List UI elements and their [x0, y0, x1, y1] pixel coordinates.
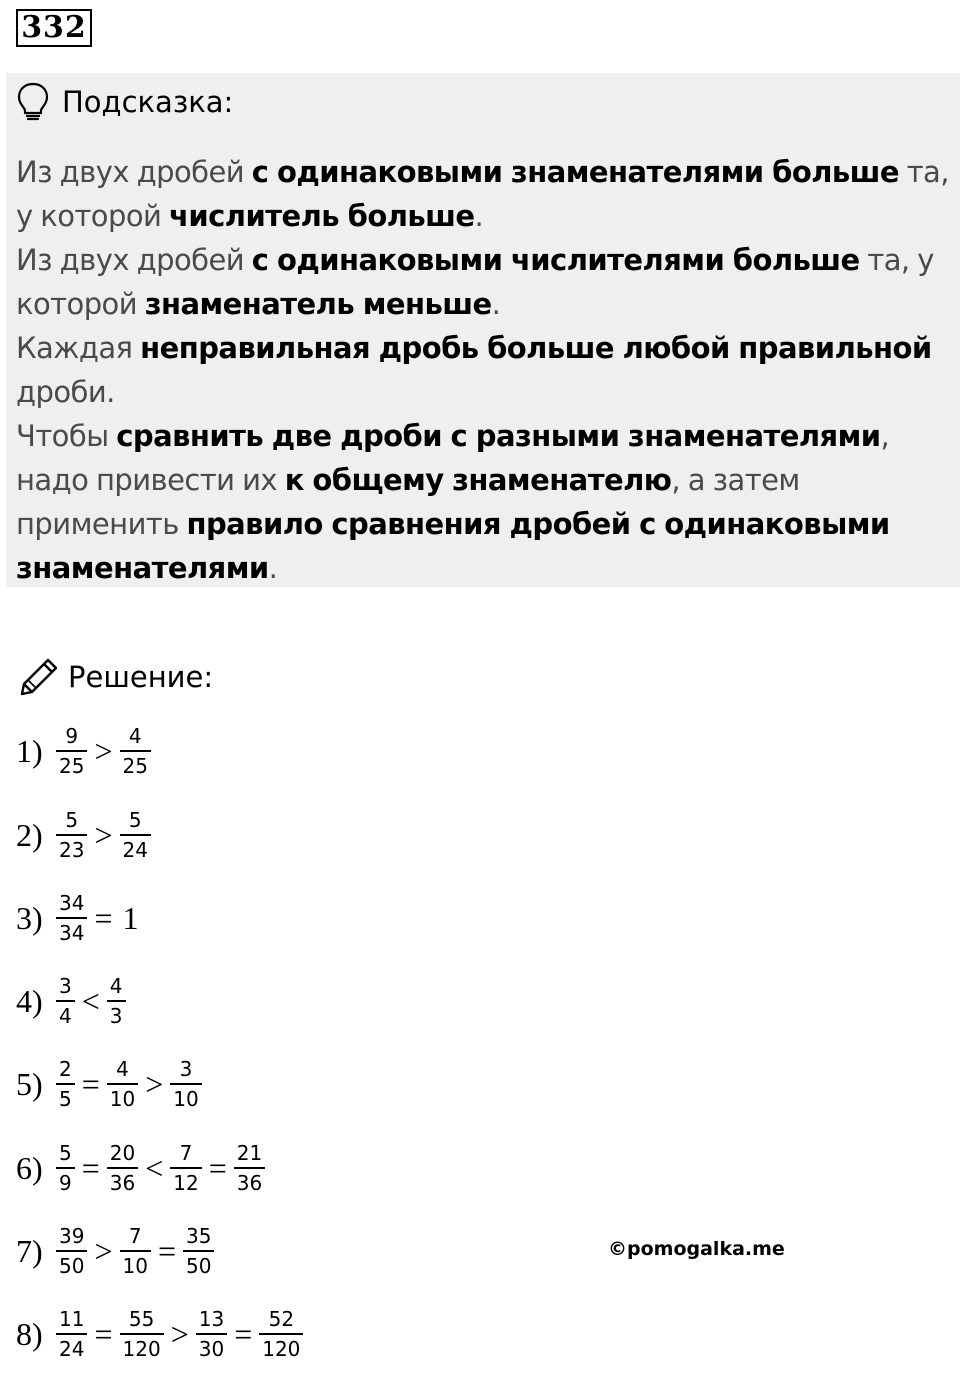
- hint-emphasis: к общему знаменателю: [284, 463, 672, 497]
- fraction-denominator: 9: [59, 1171, 72, 1195]
- fraction-denominator: 50: [186, 1254, 212, 1278]
- comparison-operator: =: [81, 1065, 100, 1102]
- fraction-numerator: 4: [128, 724, 142, 748]
- comparison-operator: >: [94, 1232, 113, 1269]
- fraction-denominator: 24: [122, 838, 148, 862]
- watermark: ©pomogalka.me: [608, 1238, 785, 1260]
- fraction: [120, 722, 151, 780]
- hint-emphasis: неправильная дробь больше любой правильной: [140, 331, 932, 365]
- hint-run: дроби.: [16, 375, 115, 409]
- fraction-numerator: 13: [198, 1307, 225, 1331]
- fraction-numerator: 35: [186, 1224, 212, 1248]
- fraction: [56, 1139, 75, 1197]
- solution-item: [16, 883, 144, 953]
- fraction-numerator: 3: [179, 1057, 193, 1081]
- hint-emphasis: правило сравнения дробей с одинаковыми знаменателями: [16, 507, 890, 585]
- fraction-denominator: 5: [59, 1087, 72, 1111]
- fraction: [56, 1055, 75, 1113]
- fraction-denominator: 30: [198, 1337, 225, 1361]
- solution-item: [16, 1049, 204, 1119]
- solution-item: [16, 966, 128, 1036]
- comparison-operator: >: [145, 1065, 164, 1102]
- item-label: 6): [16, 1149, 43, 1186]
- fraction-denominator: 25: [122, 754, 148, 778]
- fraction: [107, 972, 126, 1030]
- hint-run: , надо привести их: [16, 419, 890, 497]
- fraction: [120, 1222, 151, 1280]
- fraction-denominator: 23: [59, 838, 85, 862]
- task-number: 332: [16, 9, 92, 47]
- fraction: [120, 806, 151, 864]
- fraction-denominator: 34: [59, 921, 85, 945]
- item-label: 7): [16, 1232, 43, 1269]
- comparison-operator: =: [94, 899, 113, 936]
- hint-emphasis: с одинаковыми числителями больше: [251, 243, 860, 277]
- fraction: [234, 1139, 265, 1197]
- comparison-operator: =: [81, 1149, 100, 1186]
- fraction-numerator: 34: [59, 891, 85, 915]
- solution-header: [18, 655, 213, 699]
- comparison-operator: <: [145, 1149, 164, 1186]
- fraction-numerator: 21: [236, 1141, 263, 1165]
- hint-run: та, у которой: [16, 243, 934, 321]
- hint-emphasis: с одинаковыми знаменателями больше: [251, 155, 900, 189]
- solution-item: [16, 800, 153, 870]
- fraction-numerator: 11: [59, 1307, 85, 1331]
- fraction-numerator: 4: [109, 974, 123, 998]
- comparison-operator: >: [94, 816, 113, 853]
- fraction-denominator: 36: [109, 1171, 136, 1195]
- comparison-operator: =: [157, 1232, 176, 1269]
- fraction-denominator: 10: [109, 1087, 136, 1111]
- fraction-numerator: 3: [59, 974, 72, 998]
- hint-run: Из двух дробей: [16, 155, 252, 189]
- comparison-operator: =: [234, 1315, 253, 1352]
- fraction-numerator: 5: [59, 1141, 72, 1165]
- solution-item: [16, 716, 153, 786]
- hint-emphasis: числитель больше: [169, 199, 475, 233]
- hint-run: та, у которой: [16, 155, 949, 233]
- fraction-numerator: 5: [128, 808, 142, 832]
- fraction: [183, 1222, 214, 1280]
- solution-item: [16, 1299, 305, 1369]
- solution-item: [16, 1133, 267, 1203]
- fraction: [56, 889, 87, 947]
- comparison-operator: >: [94, 732, 113, 769]
- hint-paragraph: [16, 150, 951, 238]
- item-label: 3): [16, 899, 43, 936]
- fraction: [107, 1055, 138, 1113]
- fraction-numerator: 4: [116, 1057, 129, 1081]
- hint-header: [16, 82, 233, 122]
- fraction-denominator: 25: [59, 754, 85, 778]
- fraction-denominator: 10: [122, 1254, 148, 1278]
- fraction-numerator: 7: [128, 1224, 142, 1248]
- hint-run: Из двух дробей: [16, 243, 252, 277]
- hint-emphasis: знаменатель меньше: [144, 287, 492, 321]
- fraction-numerator: 20: [109, 1141, 136, 1165]
- comparison-operator: =: [208, 1149, 227, 1186]
- fraction: [56, 972, 75, 1030]
- hint-run: .: [474, 199, 484, 233]
- fraction: [56, 806, 87, 864]
- fraction-denominator: 120: [122, 1337, 161, 1361]
- hint-text: [16, 150, 951, 590]
- result-value: 1: [122, 899, 139, 936]
- item-label: 1): [16, 732, 43, 769]
- hint-title: Подсказка:: [62, 85, 234, 119]
- hint-run: .: [268, 551, 278, 585]
- lightbulb-icon: [16, 82, 50, 122]
- fraction: [56, 1222, 87, 1280]
- fraction: [170, 1139, 201, 1197]
- fraction-numerator: 5: [65, 808, 79, 832]
- item-label: 2): [16, 816, 43, 853]
- item-label: 5): [16, 1065, 43, 1102]
- hint-paragraph: [16, 414, 951, 590]
- solution-title: Решение:: [68, 660, 214, 694]
- hint-run: , а затем применить: [16, 463, 800, 541]
- fraction: [196, 1305, 227, 1363]
- fraction-denominator: 50: [59, 1254, 85, 1278]
- fraction: [56, 722, 87, 780]
- hint-run: .: [491, 287, 501, 321]
- comparison-operator: <: [81, 982, 100, 1019]
- fraction-numerator: 2: [59, 1057, 72, 1081]
- fraction: [259, 1305, 303, 1363]
- hint-paragraph: [16, 238, 951, 326]
- hint-paragraph: [16, 326, 951, 414]
- comparison-operator: >: [170, 1315, 189, 1352]
- hint-run: Чтобы: [16, 419, 117, 453]
- fraction-numerator: 7: [179, 1141, 193, 1165]
- fraction-denominator: 36: [236, 1171, 263, 1195]
- item-label: 4): [16, 982, 43, 1019]
- fraction-denominator: 4: [59, 1004, 72, 1028]
- fraction-numerator: 55: [128, 1307, 155, 1331]
- comparison-operator: =: [94, 1315, 113, 1352]
- fraction-denominator: 3: [109, 1004, 123, 1028]
- fraction-numerator: 39: [59, 1224, 85, 1248]
- fraction-denominator: 120: [262, 1337, 301, 1361]
- item-label: 8): [16, 1315, 43, 1352]
- hint-run: Каждая: [16, 331, 141, 365]
- pencil-icon: [18, 656, 60, 698]
- fraction: [170, 1055, 201, 1113]
- fraction-denominator: 24: [59, 1337, 85, 1361]
- fraction: [120, 1305, 164, 1363]
- fraction-numerator: 9: [65, 724, 79, 748]
- fraction-denominator: 10: [173, 1087, 199, 1111]
- fraction: [56, 1305, 87, 1363]
- solution-item: [16, 1216, 216, 1286]
- hint-emphasis: сравнить две дроби с разными знаменателями: [116, 419, 881, 453]
- fraction-denominator: 12: [173, 1171, 199, 1195]
- fraction: [107, 1139, 138, 1197]
- fraction-numerator: 52: [268, 1307, 295, 1331]
